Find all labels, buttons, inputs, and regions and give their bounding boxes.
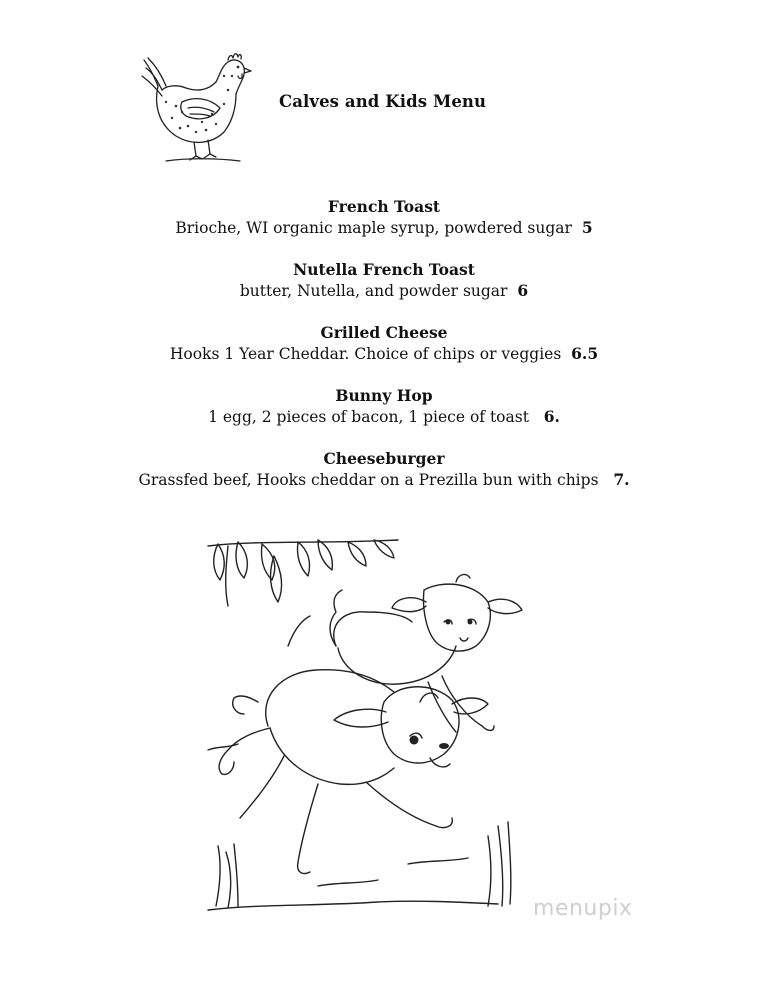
item-description-line: [0, 280, 768, 302]
item-description-line: [0, 217, 768, 239]
item-name: Nutella French Toast: [293, 260, 475, 279]
watermark: menupix: [533, 896, 633, 921]
item-description-line: [0, 406, 768, 428]
menu-item: [0, 385, 768, 448]
item-price: 7.: [613, 470, 630, 489]
item-price: 6.5: [571, 344, 599, 363]
item-description: 1 egg, 2 pieces of bacon, 1 piece of toast: [208, 408, 529, 426]
item-name: French Toast: [327, 197, 441, 216]
item-description-line: [0, 343, 768, 365]
item-description-line: [0, 469, 768, 491]
item-description: Hooks 1 Year Cheddar. Choice of chips or veggies: [169, 345, 562, 363]
item-price: 6: [517, 281, 529, 300]
item-description: Brioche, WI organic maple syrup, powdered sugar: [175, 219, 572, 237]
item-name: Cheeseburger: [323, 449, 445, 468]
item-name: Grilled Cheese: [320, 323, 448, 342]
lambs-illustration: [198, 526, 538, 918]
menu-item: [0, 259, 768, 322]
item-price: 6.: [543, 407, 560, 426]
item-price: 5: [581, 218, 593, 237]
menu-item: [0, 322, 768, 385]
item-description: Grassfed beef, Hooks cheddar on a Prezilla bun with chips: [138, 471, 599, 489]
menu-item: [0, 196, 768, 259]
menu-title: Calves and Kids Menu: [279, 92, 487, 111]
item-description: butter, Nutella, and powder sugar: [239, 282, 508, 300]
menu-item: [0, 448, 768, 511]
hen-illustration: [136, 46, 254, 168]
item-name: Bunny Hop: [335, 386, 433, 405]
menu-list: [0, 196, 768, 511]
